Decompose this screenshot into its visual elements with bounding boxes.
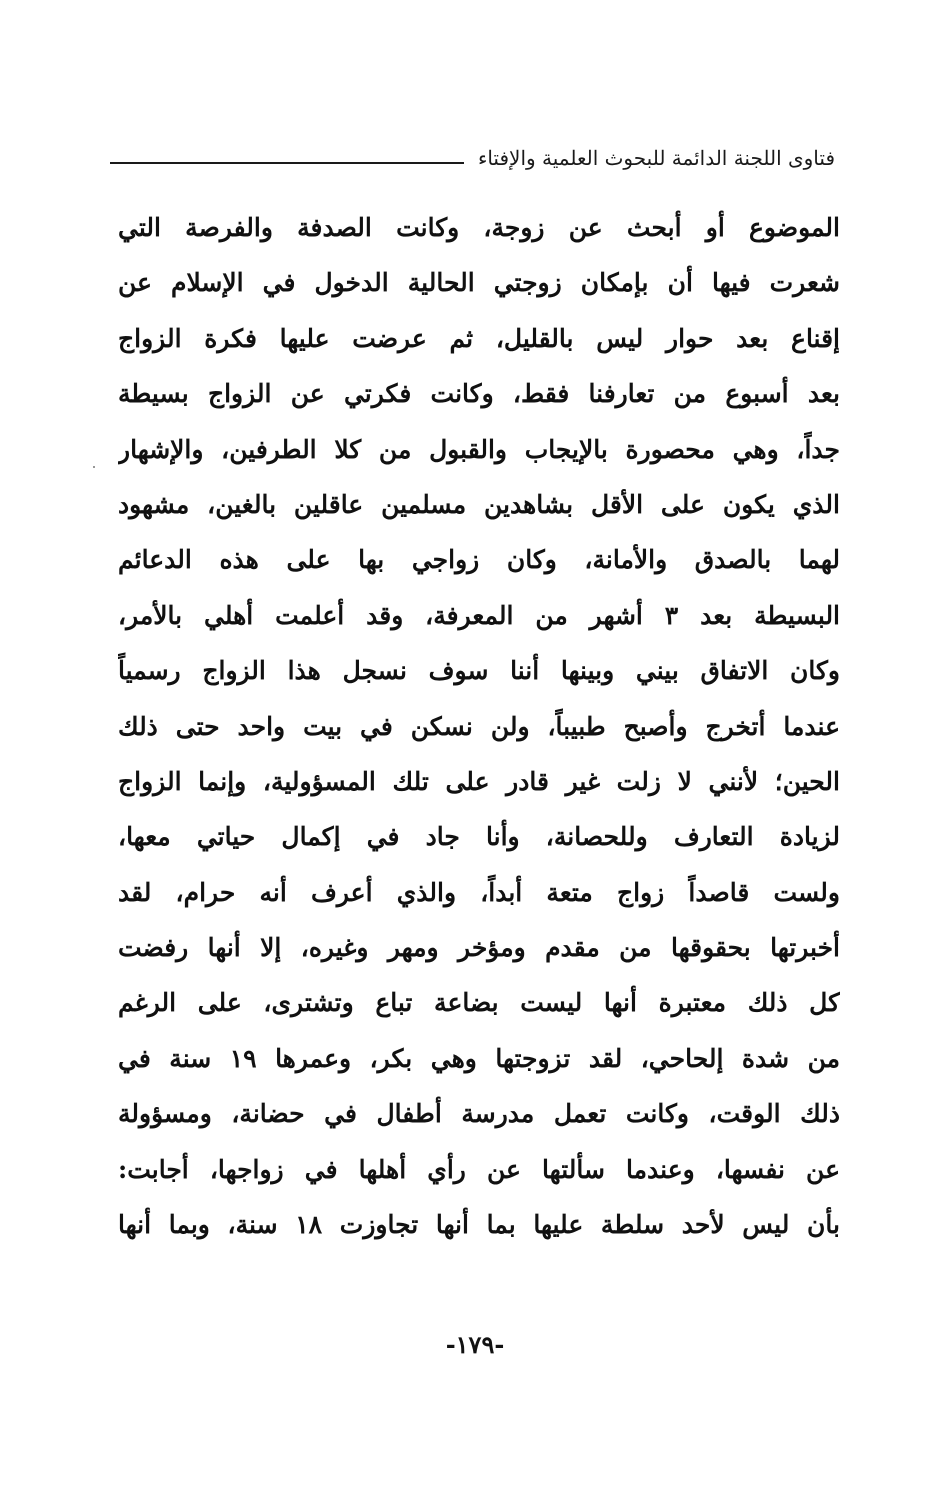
text-line: الحين؛ لأنني لا زلت غير قادر على تلك المسؤولية، وإنما الزواج <box>118 766 840 796</box>
body-text <box>118 200 840 1252</box>
text-line: شعرت فيها أن بإمكان زوجتي الحالية الدخول في الإسلام عن <box>118 268 840 298</box>
text-line: جداً، وهي محصورة بالإيجاب والقبول من كلا الطرفين، والإشهار <box>118 434 840 464</box>
header-title: فتاوى اللجنة الدائمة للبحوث العلمية والإفتاء <box>477 146 835 170</box>
header-rule <box>110 162 464 164</box>
text-line: الموضوع أو أبحث عن زوجة، وكانت الصدفة والفرصة التي <box>118 213 840 242</box>
margin-mark <box>93 466 95 468</box>
text-line: عندما أتخرج وأصبح طبيباً، ولن نسكن في بيت واحد حتى ذلك <box>118 711 840 741</box>
text-line: أخبرتها بحقوقها من مقدم ومؤخر ومهر وغيره، إلا أنها رفضت <box>118 933 840 963</box>
text-line: عن نفسها، وعندما سألتها عن رأي أهلها في زواجها، أجابت: <box>118 1154 840 1184</box>
text-line: ذلك الوقت، وكانت تعمل مدرسة أطفال في حضانة، ومسؤولة <box>118 1099 840 1129</box>
text-line: البسيطة بعد ٣ أشهر من المعرفة، وقد أعلمت أهلي بالأمر، <box>118 600 840 630</box>
text-line: بعد أسبوع من تعارفنا فقط، وكانت فكرتي عن الزواج بسيطة <box>118 379 840 409</box>
text-line: لزيادة التعارف وللحصانة، وأنا جاد في إكمال حياتي معها، <box>118 822 840 852</box>
text-line: الذي يكون على الأقل بشاهدين مسلمين عاقلين بالغين، مشهود <box>118 489 840 519</box>
text-line: ولست قاصداً زواج متعة أبداً، والذي أعرف أنه حرام، لقد <box>118 877 840 907</box>
text-line: كل ذلك معتبرة أنها ليست بضاعة تباع وتشترى، على الرغم <box>118 988 840 1018</box>
text-line: لهما بالصدق والأمانة، وكان زواجي بها على هذه الدعائم <box>118 545 840 575</box>
text-line: من شدة إلحاحي، لقد تزوجتها وهي بكر، وعمرها ١٩ سنة في <box>118 1043 840 1073</box>
page-number: -١٧٩- <box>445 1330 505 1359</box>
text-line: إقناع بعد حوار ليس بالقليل، ثم عرضت عليها فكرة الزواج <box>118 323 840 353</box>
running-header <box>110 138 835 178</box>
text-line: بأن ليس لأحد سلطة عليها بما أنها تجاوزت ١٨ سنة، وبما أنها <box>118 1210 840 1240</box>
text-line: وكان الاتفاق بيني وبينها أننا سوف نسجل هذا الزواج رسمياً <box>118 656 840 686</box>
